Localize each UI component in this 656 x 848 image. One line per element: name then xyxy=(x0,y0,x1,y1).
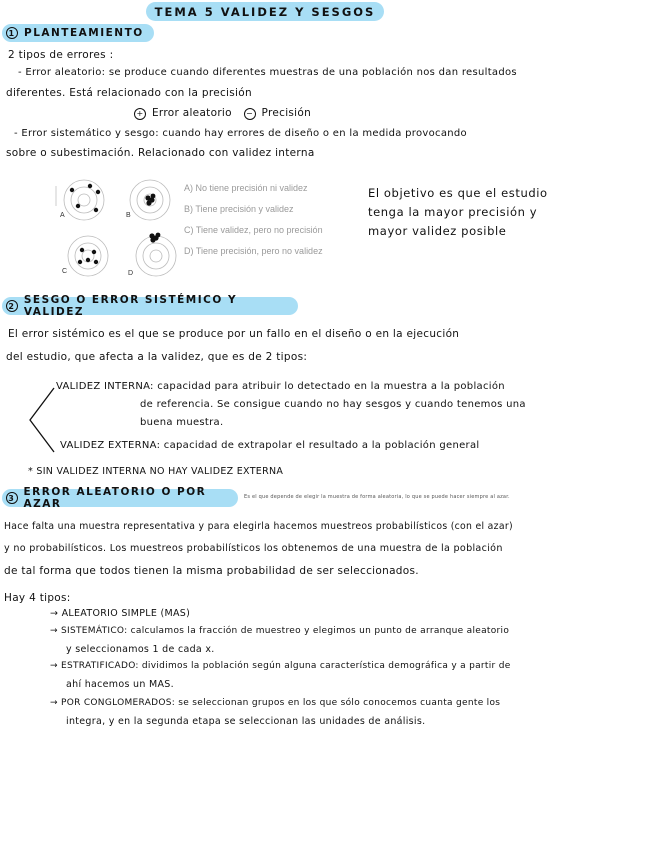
plus-circle: + xyxy=(134,108,146,120)
section-1-title: PLANTEAMIENTO xyxy=(24,27,144,39)
target-c xyxy=(68,236,108,276)
plus-text: Error aleatorio xyxy=(152,107,232,119)
objective-line-2: mayor validez posible xyxy=(368,223,507,238)
s2-line-0: El error sistémico es el que se produce por un fallo en el diseño o en la ejecución xyxy=(8,328,460,340)
s2-line-1: del estudio, que afecta a la validez, que es de 2 tipos: xyxy=(6,351,308,363)
diagram-letter-a: A xyxy=(60,212,65,219)
objective-line-1: tenga la mayor precisión y xyxy=(368,204,538,219)
target-b xyxy=(130,180,170,220)
objective-text xyxy=(368,184,548,241)
section-3-number: 3 xyxy=(6,492,18,504)
section-1-heading xyxy=(2,24,154,42)
figure-option-a: A) No tiene precisión ni validez xyxy=(184,183,308,193)
external-validity: VALIDEZ EXTERNA: capacidad de extrapolar el resultado a la población general xyxy=(60,440,480,451)
target-a xyxy=(64,180,104,220)
validity-note: * SIN VALIDEZ INTERNA NO HAY VALIDEZ EXTERNA xyxy=(28,466,284,477)
type-1: → ALEATORIO SIMPLE (MAS) xyxy=(50,608,191,619)
objective-line-0: El objetivo es que el estudio xyxy=(368,186,548,200)
validity-bracket xyxy=(26,386,56,456)
section-1-number: 1 xyxy=(6,27,18,39)
diagram-letter-b: B xyxy=(126,212,131,219)
s3-line-1: y no probabilísticos. Los muestreos probabilísticos los obtenemos de una muestra de la población xyxy=(4,543,503,554)
figure-option-d: D) Tiene precisión, pero no validez xyxy=(184,246,323,256)
type-4-line-0: → POR CONGLOMERADOS: se seleccionan grupos en los que sólo conocemos cuanta gente los xyxy=(50,698,501,708)
type-3-line-1: ahí hacemos un MAS. xyxy=(66,679,174,690)
types-intro: Hay 4 tipos: xyxy=(4,592,71,604)
type-4-line-1: integra, y en la segunda etapa se seleccionan las unidades de análisis. xyxy=(66,716,426,727)
minus-text: Precisión xyxy=(261,107,312,119)
internal-validity-1: de referencia. Se consigue cuando no hay sesgos y cuando tenemos una xyxy=(140,399,526,410)
type-2-line-1: y seleccionamos 1 de cada x. xyxy=(66,644,215,655)
precision-note xyxy=(134,107,311,120)
page-title: TEMA 5 VALIDEZ Y SESGOS xyxy=(146,2,384,21)
section-2-title: SESGO O ERROR SISTÉMICO Y VALIDEZ xyxy=(23,294,238,318)
type-2-line-0: → SISTEMÁTICO: calculamos la fracción de muestreo y elegimos un punto de arranque aleatorio xyxy=(50,626,510,636)
s1-line-0: 2 tipos de errores : xyxy=(8,49,114,61)
s3-line-2: de tal forma que todos tienen la misma probabilidad de ser seleccionados. xyxy=(4,565,419,577)
section-3-side-note: Es el que depende de elegir la muestra de forma aleatoria, lo que se puede hacer siempre al azar. xyxy=(244,494,510,500)
figure-option-c: C) Tiene validez, pero no precisión xyxy=(184,225,323,235)
internal-validity-2: buena muestra. xyxy=(140,417,224,428)
section-2-heading xyxy=(2,294,298,318)
s1-line-1: - Error aleatorio: se produce cuando diferentes muestras de una población nos dan resultados xyxy=(18,67,517,78)
s1-line-2: diferentes. Está relacionado con la precisión xyxy=(6,87,252,99)
section-2-number: 2 xyxy=(6,300,18,312)
precision-validity-diagram xyxy=(52,176,182,280)
diagram-letter-c: C xyxy=(62,268,68,275)
s3-line-0: Hace falta una muestra representativa y para elegirla hacemos muestreos probabilísticos (con el azar) xyxy=(4,521,513,532)
target-d xyxy=(136,233,176,276)
s1-line-3: - Error sistemático y sesgo: cuando hay errores de diseño o en la medida provocando xyxy=(14,128,467,139)
section-3-heading xyxy=(2,486,238,510)
s1-line-4: sobre o subestimación. Relacionado con validez interna xyxy=(6,147,315,159)
type-3-line-0: → ESTRATIFICADO: dividimos la población según alguna característica demográfica y a partir de xyxy=(50,661,511,671)
section-3-title: ERROR ALEATORIO O POR AZAR xyxy=(23,486,207,510)
diagram-letter-d: D xyxy=(128,270,134,277)
minus-circle: − xyxy=(244,108,256,120)
internal-validity-0: VALIDEZ INTERNA: capacidad para atribuir lo detectado en la muestra a la población xyxy=(56,381,505,392)
figure-option-b: B) Tiene precisión y validez xyxy=(184,204,294,214)
